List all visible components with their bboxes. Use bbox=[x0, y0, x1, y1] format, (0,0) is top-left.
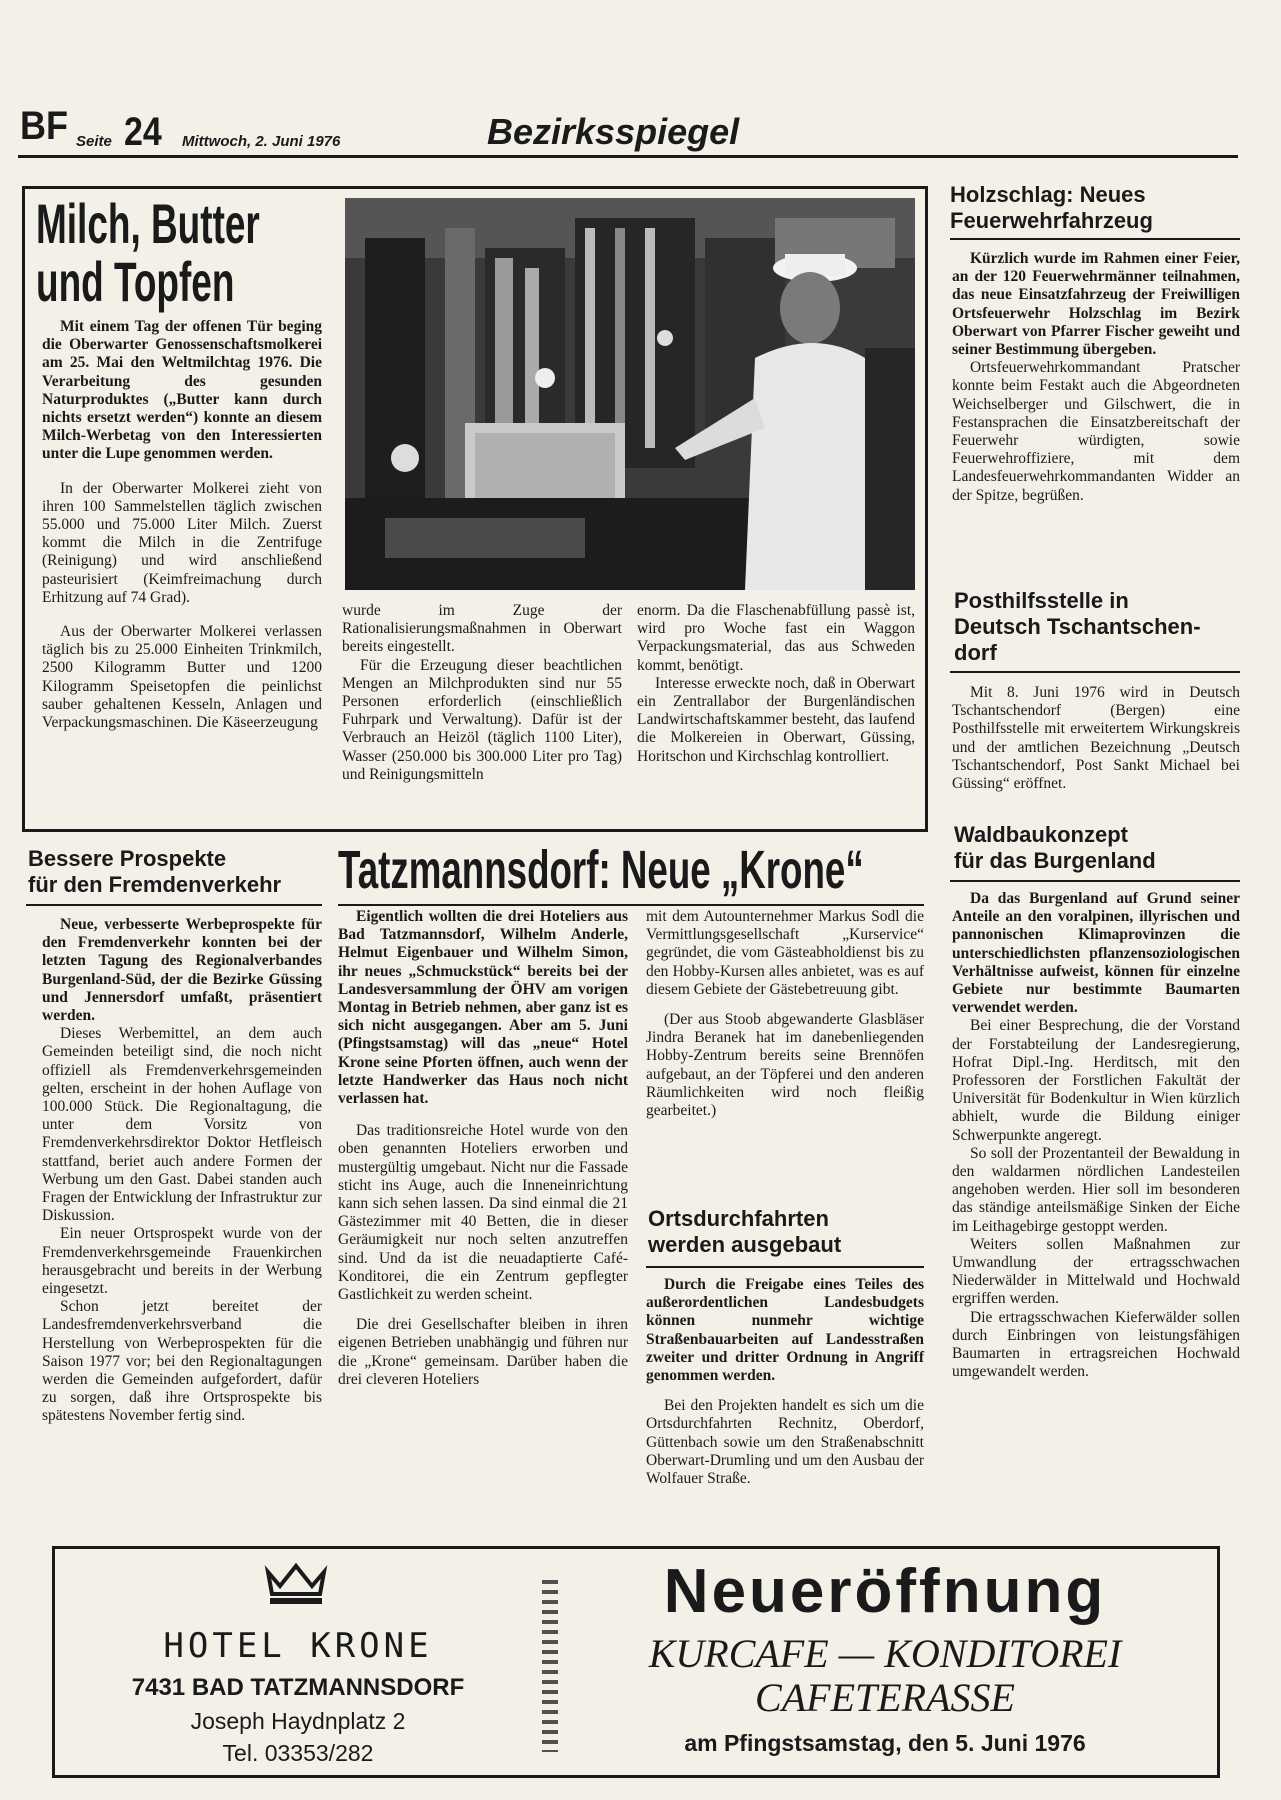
krone-p3: mit dem Autounternehmer Markus Sodl die Vermittlungsgesellschaft „Kurservice“ gegründet, die vom Gästeabholdienst bis zu den Hobby-Kursen alles anbietet, was es auf diesem Gebiete der Gästebetreuung gibt. bbox=[646, 908, 924, 998]
ad-hotel-name: HOTEL KRONE bbox=[163, 1626, 433, 1666]
krone-column-2 bbox=[646, 908, 924, 1120]
milch-p6: Interesse erweckte noch, daß in Oberwart ein Zentrallabor der Burgenländischen Landwirtschaftskammer besteht, das laufend die Molkereien in Oberwart, Güssing, Horitschon und Kirchschlag kontrolliert. bbox=[637, 674, 915, 765]
molkerei-photo-image bbox=[345, 198, 915, 590]
krone-rule bbox=[338, 904, 924, 906]
masthead-rule bbox=[18, 155, 1238, 158]
milch-headline-1: Milch, Butter bbox=[36, 192, 260, 255]
krone-lead: Eigentlich wollten die drei Hoteliers aus Bad Tatzmannsdorf, Wilhelm Anderle, Helmut Eigenbauer und Wilhelm Simon, ihr neues „Schmuckstück“ bereits bei der Landesversammlung der ÖHV am vorigen Montag in Betrieb nehmen, aber ganz ist es sich nicht ausgegangen. Aber am 5. Juni (Pfingstsamstag) will das „neue“ Hotel Krone seine Pforten öffnen, auch wenn der letzte Handwerker das Haus noch nicht verlassen hat. bbox=[338, 908, 628, 1108]
seite-label: Seite bbox=[76, 133, 112, 150]
waldbau-lead: Da das Burgenland auf Grund seiner Anteile an den voralpinen, illyrischen und pannonischen Klimaprovinzen die unterschiedlichsten pflanzensoziologischen Verhältnisse aufweist, können für einzelne Gebiete nur bestimmte Baumarten verwendet werden. bbox=[952, 890, 1240, 1017]
issue-date: Mittwoch, 2. Juni 1976 bbox=[182, 133, 341, 150]
holzschlag-headline bbox=[950, 182, 1240, 234]
ortsdurch-lead: Durch die Freigabe eines Teiles des außerordentlichen Landesbudgets können nunmehr wichtige Straßenbauarbeiten auf Landesstraßen zweiter und dritter Ordnung in Angriff genommen werden. bbox=[646, 1276, 924, 1385]
waldbau-p1: Bei einer Besprechung, die der Vorstand der Forstabteilung der Landesregierung, Hofrat Dipl.-Ing. Herditsch, mit den Professoren der Forstlichen Fakultät der Universität für Bodenkultur in Wien kürzlich abhielt, wurde die Bildung einiger Schwerpunkte angeregt. bbox=[952, 1017, 1240, 1144]
ortsdurch-headline-2: werden ausgebaut bbox=[648, 1232, 842, 1257]
holzschlag-headline-1: Holzschlag: Neues bbox=[950, 182, 1146, 207]
holzschlag-lead: Kürzlich wurde im Rahmen einer Feier, an der 120 Feuerwehrmänner teilnahmen, das neue Einsatzfahrzeug der Freiwilligen Ortsfeuerwehr Holzschlag im Bezirk Oberwart von Pfarrer Fischer geweiht und seiner Bestimmung übergeben. bbox=[952, 250, 1240, 359]
milch-lead: Mit einem Tag der offenen Tür beging die Oberwarter Genossenschaftsmolkerei am 25. Mai den Weltmilchtag 1976. Die Verarbeitung des gesunden Naturproduktes („Butter kann durch nichts ersetzt werden“) konnte an diesem Milch-Werbetag von den Interessierten unter die Lupe genommen werden. bbox=[42, 318, 322, 463]
ad-title: Neueröffnung bbox=[663, 1557, 1107, 1626]
ortsdurch-rule bbox=[646, 1266, 924, 1268]
waldbau-headline bbox=[954, 822, 1244, 874]
prospekte-p2: Ein neuer Ortsprospekt wurde von der Fremdenverkehrsgemeinde Frauenkirchen herausgebracht und bereits in der Werbung eingesetzt. bbox=[42, 1225, 322, 1298]
ad-phone: Tel. 03353/282 bbox=[222, 1740, 374, 1766]
prospekte-lead: Neue, verbesserte Werbeprospekte für den Fremdenverkehr konnten bei der letzten Tagung des Regionalverbandes Burgenland-Süd, der die Bezirke Güssing und Jennersdorf umfaßt, präsentiert werden. bbox=[42, 916, 322, 1025]
ad-date: am Pfingstsamstag, den 5. Juni 1976 bbox=[684, 1730, 1086, 1756]
milch-p1: In der Oberwarter Molkerei zieht von ihren 100 Sammelstellen täglich zwischen 55.000 und 75.000 Liter Milch. Zuerst kommt die Milch in die Zentrifuge (Reinigung) und wird anschließend pasteurisiert (Keimfreimachung durch Erhitzung auf 74 Grad). bbox=[42, 479, 322, 606]
milch-p5: enorm. Da die Flaschenabfüllung passè ist, wird pro Woche fast ein Waggon Verpackungsmaterial, das aus Schweden kommt, benötigt. bbox=[637, 602, 915, 674]
waldbau-p4: Die ertragsschwachen Kieferwälder sollen durch Einbringen von leistungsfähigen Baumarten in ertragsreichen Hochwald umgewandelt werden. bbox=[952, 1308, 1240, 1381]
prospekte-rule bbox=[26, 904, 322, 906]
waldbau-p2: So soll der Prozentanteil der Bewaldung in den waldarmen nördlichen Landesteilen angehoben werden. Hier soll im besonderen das ständige anteilsmäßige Sinken der Eiche im Leithagebirge gestoppt werden. bbox=[952, 1144, 1240, 1235]
posthilf-p1: Mit 8. Juni 1976 wird in Deutsch Tschantschendorf (Bergen) eine Posthilfsstelle mit erweitertem Wirkungskreis und der amtlichen Bezeichnung „Deutsch Tschantschendorf, Post Sankt Michael bei Güssing“ eröffnet. bbox=[952, 684, 1240, 793]
posthilf-headline bbox=[954, 588, 1244, 666]
ad-divider-ornament bbox=[542, 1580, 558, 1752]
waldbau-headline-2: für das Burgenland bbox=[954, 848, 1156, 873]
page-number: 24 bbox=[124, 110, 162, 154]
prospekte-headline-2: für den Fremdenverkehr bbox=[28, 872, 282, 897]
section-title: Bezirksspiegel bbox=[487, 111, 740, 152]
ortsdurch-p1: Bei den Projekten handelt es sich um die Ortsdurchfahrten Rechnitz, Oberdorf, Güttenbach sowie um den Straßenabschnitt Oberwart-Drumling und um den Ausbau der Wolfauer Straße. bbox=[646, 1397, 924, 1488]
krone-p1: Das traditionsreiche Hotel wurde von den oben genannten Hoteliers erworben und mustergültig umgebaut. Nicht nur die Fassade sticht ins Auge, auch die Inneneinrichtung kann sich sehen lassen. Da sind einmal die 21 Gästezimmer mit 40 Betten, die in dieser Geräumigkeit nur noch selten anzutreffen sind. Und da ist die neuadaptierte Café-Konditorei, die ein Zentrum gepflegter Gastlichkeit zu werden scheint. bbox=[338, 1122, 628, 1304]
ad-line-2: CAFETERASSE bbox=[755, 1675, 1015, 1720]
prospekte-headline bbox=[28, 846, 328, 898]
waldbau-body bbox=[952, 890, 1240, 1381]
ad-address-1: 7431 BAD TATZMANNSDORF bbox=[131, 1674, 465, 1701]
milch-p4: Für die Erzeugung dieser beachtlichen Mengen an Milchprodukten sind nur 55 Personen erforderlich (einschließlich Fuhrpark und Verwaltung). Dafür ist der Verbrauch an Heizöl (täglich 1100 Liter), Wasser (250.000 bis 300.000 Liter pro Tag) und Reinigungsmitteln bbox=[342, 656, 622, 783]
posthilf-headline-1: Posthilfsstelle in bbox=[954, 588, 1129, 613]
krone-p2: Die drei Gesellschafter bleiben in ihren eigenen Betrieben unabhängig und führen nur die „Krone“ gemeinsam. Darüber haben die drei cleveren Hoteliers bbox=[338, 1316, 628, 1388]
ad-address-2: Joseph Haydnplatz 2 bbox=[190, 1708, 406, 1734]
prospekte-p1: Dieses Werbemittel, an dem auch Gemeinden beteiligt sind, die noch nicht offiziell als Fremdenverkehrsgemeinden gelten, erscheint in der hohen Auflage von 100.000 Stück. Die Regionaltagung, die unter dem Vorsitz von Fremdenverkehrsdirektor Doktor Hetfleisch stattfand, beriet auch andere Formen der Werbung um den Gast. Dabei standen auch Fragen der Entwicklung der Infrastruktur zur Diskussion. bbox=[42, 1025, 322, 1225]
ortsdurch-headline-1: Ortsdurchfahrten bbox=[648, 1206, 829, 1231]
prospekte-headline-1: Bessere Prospekte bbox=[28, 846, 227, 871]
holzschlag-p1: Ortsfeuerwehrkommandant Pratscher konnte beim Festakt auch die Abgeordneten Weichselberger und Gilschwert, die in Festansprachen die Einsatzbereitschaft der Feuerwehr würdigten, sowie Feuerwehroffiziere, mit dem Landesfeuerwehrkommandanten Widder an der Spitze, begrüßen. bbox=[952, 359, 1240, 504]
krone-column-1 bbox=[338, 908, 628, 1389]
holzschlag-headline-2: Feuerwehrfahrzeug bbox=[950, 208, 1153, 233]
krone-p4: (Der aus Stoob abgewanderte Glasbläser Jindra Beranek hat im danebenliegenden Hobby-Zentrum bereits seine Brennöfen aufgebaut, an der Töpferei und den anderen Räumlichkeiten wird noch fleißig gearbeitet.) bbox=[646, 1011, 924, 1120]
posthilf-rule bbox=[950, 671, 1240, 673]
ortsdurch-headline bbox=[648, 1206, 928, 1258]
krone-headline: Tatzmannsdorf: Neue „Krone“ bbox=[338, 840, 864, 900]
posthilf-body bbox=[952, 684, 1240, 793]
ortsdurch-body bbox=[646, 1276, 924, 1488]
milch-column-2 bbox=[342, 602, 622, 784]
crown-icon bbox=[262, 1562, 330, 1608]
milch-p2: Aus der Oberwarter Molkerei verlassen täglich bis zu 25.000 Einheiten Trinkmilch, 2500 Kilogramm Butter und 1200 Kilogramm Speisetopfen die peinlichst sauber gehaltenen Kesseln, Anlagen und Verpackungsmaschinen. Die Käseerzeugung bbox=[42, 623, 322, 732]
milch-column-3 bbox=[637, 602, 915, 766]
posthilf-headline-2: Deutsch Tschantschen- bbox=[954, 614, 1201, 639]
molkerei-photo bbox=[345, 198, 915, 590]
waldbau-p3: Weiters sollen Maßnahmen zur Umwandlung der ertragsschwachen Niederwälder in Mittelwald und Hochwald ergriffen werden. bbox=[952, 1235, 1240, 1308]
waldbau-headline-1: Waldbaukonzept bbox=[954, 822, 1128, 847]
milch-p3: wurde im Zuge der Rationalisierungsmaßnahmen in Oberwart bereits eingestellt. bbox=[342, 602, 622, 656]
waldbau-rule bbox=[950, 880, 1240, 882]
masthead-logo: BF bbox=[20, 104, 68, 148]
posthilf-headline-3: dorf bbox=[954, 640, 997, 665]
milch-headline-2: und Topfen bbox=[36, 250, 235, 313]
milch-column-1 bbox=[42, 318, 322, 732]
prospekte-p3: Schon jetzt bereitet der Landesfremdenverkehrsverband die Herstellung von Werbeprospekten für die Saison 1977 vor; bei den Regionaltagungen werden die Gemeinden aufgefordert, dafür zu sorgen, daß ihre Ortsprospekte bis spätestens November fertig sind. bbox=[42, 1298, 322, 1425]
holzschlag-body bbox=[952, 250, 1240, 505]
holzschlag-rule bbox=[950, 238, 1240, 240]
ad-line-1: KURCAFE — KONDITOREI bbox=[648, 1631, 1122, 1676]
prospekte-body bbox=[42, 916, 322, 1426]
